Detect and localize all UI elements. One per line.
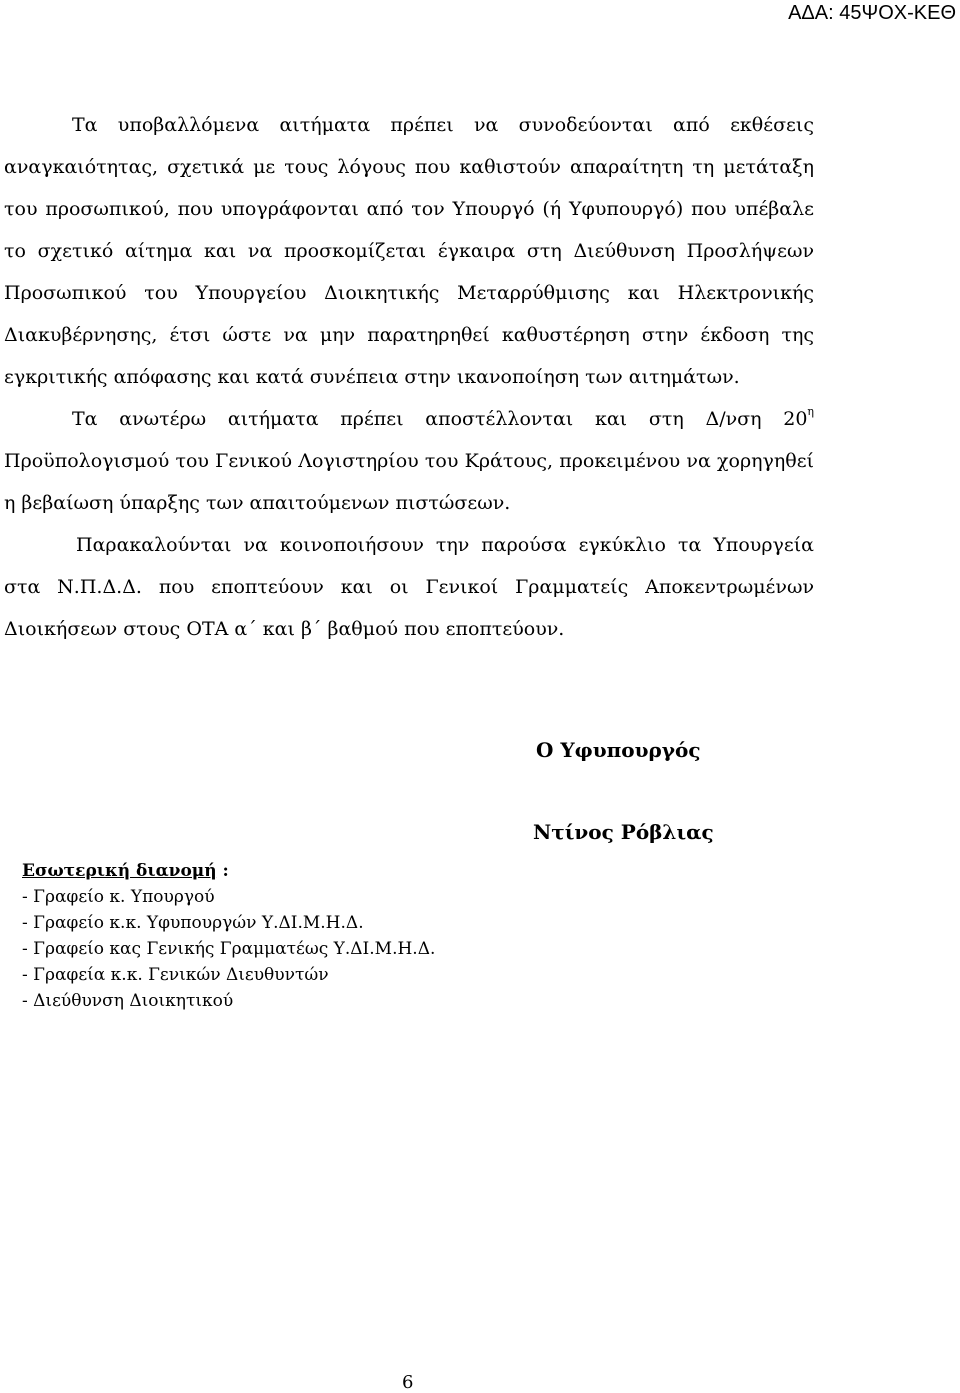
distribution-item: - Γραφείο κ. Υπουργού [22, 887, 215, 907]
letter-body [4, 104, 814, 650]
superscript-eta: η [807, 405, 814, 418]
signatory-title: Ο Υφυπουργός [536, 738, 701, 762]
distribution-item: - Γραφείο κ.κ. Υφυπουργών Υ.ΔΙ.Μ.Η.Δ. [22, 913, 364, 933]
distribution-item: - Διεύθυνση Διοικητικού [22, 991, 234, 1011]
distribution-list [22, 884, 435, 1014]
paragraph-notification-request: Παρακαλούνται να κοινοποιήσουν την παρούσα εγκύκλιο τα Υπουργεία στα Ν.Π.Δ.Δ. που εποπτεύουν και οι Γενικοί Γραμματείς Αποκεντρωμένων Διοικήσεων στους ΟΤΑ α΄ και β΄ βαθμού που εποπτεύουν. [4, 534, 814, 640]
distribution-heading [22, 858, 435, 884]
distribution-item: - Γραφεία κ.κ. Γενικών Διευθυντών [22, 965, 329, 985]
internal-distribution [22, 858, 435, 1014]
ada-header: ΑΔΑ: 45ΨΟΧ-ΚΕΘ [788, 2, 956, 24]
paragraph-budget-text-start: Τα ανωτέρω αιτήματα πρέπει αποστέλλονται και στη Δ/νση 20 [72, 408, 808, 430]
signatory-name: Ντίνος Ρόβλιας [533, 820, 714, 844]
paragraph-budget-text-end: Προϋπολογισμού του Γενικού Λογιστηρίου του Κράτους, προκειμένου να χορηγηθεί η βεβαίωση ύπαρξης των απαιτούμενων πιστώσεων. [4, 450, 814, 514]
distribution-heading-suffix: : [216, 861, 229, 881]
paragraph-necessity-reports: Τα υποβαλλόμενα αιτήματα πρέπει να συνοδεύονται από εκθέσεις αναγκαιότητας, σχετικά με τους λόγους που καθιστούν απαραίτητη τη μετάταξη του προσωπικού, που υπογράφονται από τον Υπουργό (ή Υφυπουργό) που υπέβαλε το σχετικό αίτημα και να προσκομίζεται έγκαιρα στη Διεύθυνση Προσλήψεων Προσωπικού του Υπουργείου Διοικητικής Μεταρρύθμισης και Ηλεκτρονικής Διακυβέρνησης, έτσι ώστε να μην παρατηρηθεί καθυστέρηση στην έκδοση της εγκριτικής απόφασης και κατά συνέπεια στην ικανοποίηση των αιτημάτων. [4, 114, 814, 388]
paragraph-budget-directorate [4, 398, 814, 524]
distribution-item: - Γραφείο κας Γενικής Γραμματέως Υ.ΔΙ.Μ.Η.Δ. [22, 939, 436, 959]
distribution-heading-label: Εσωτερική διανομή [22, 861, 217, 881]
page-number: 6 [402, 1372, 414, 1393]
